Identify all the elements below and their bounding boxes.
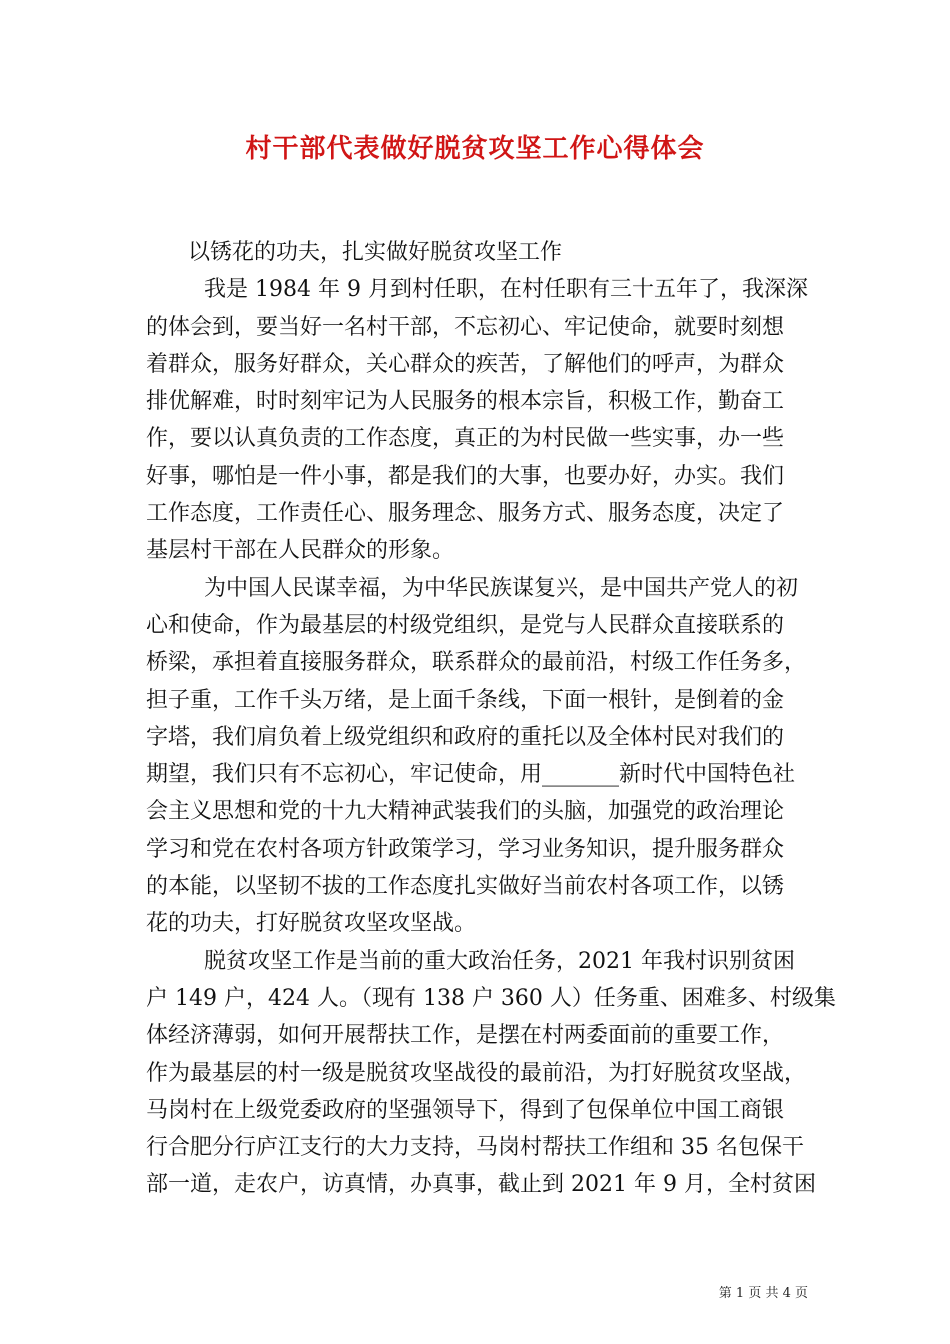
text-line: 的体会到，要当好一名村干部，不忘初心、牢记使命，就要时刻想: [146, 314, 785, 340]
text-line: 我是 1984 年 9 月到村任职，在村任职有三十五年了，我深深: [204, 277, 808, 303]
text-line: 桥梁，承担着直接服务群众，联系群众的最前沿，村级工作任务多，: [146, 650, 807, 676]
text-line: 花的功夫，打好脱贫攻坚攻坚战。: [146, 911, 477, 937]
document-title: 村干部代表做好脱贫攻坚工作心得体会: [245, 134, 705, 164]
text-line: 好事，哪怕是一件小事，都是我们的大事，也要办好，办实。我们: [146, 463, 785, 489]
text-line: 脱贫攻坚工作是当前的重大政治任务，2021 年我村识别贫困: [204, 948, 795, 974]
text-line: 的本能，以坚韧不拔的工作态度扎实做好当前农村各项工作，以锈: [146, 874, 785, 900]
text-line: 学习和党在农村各项方针政策学习，学习业务知识，提升服务群众: [146, 836, 785, 862]
text-line: 着群众，服务好群众，关心群众的疾苦，了解他们的呼声，为群众: [146, 351, 785, 377]
text-line: 作为最基层的村一级是脱贫攻坚战役的最前沿，为打好脱贫攻坚战，: [146, 1060, 807, 1086]
text-line: 行合肥分行庐江支行的大力支持，马岗村帮扶工作组和 35 名包保干: [146, 1135, 804, 1161]
text-line: 心和使命，作为最基层的村级党组织，是党与人民群众直接联系的: [146, 612, 785, 638]
text-line: 户 149 户，424 人。（现有 138 户 360 人）任务重、困难多、村级集: [146, 985, 836, 1011]
text-line: 工作态度，工作责任心、服务理念、服务方式、服务态度，决定了: [146, 501, 785, 527]
text-line: 作，要以认真负责的工作态度，真正的为村民做一些实事，办一些: [146, 426, 785, 452]
text-line: 体经济薄弱，如何开展帮扶工作，是摆在村两委面前的重要工作，: [146, 1023, 785, 1049]
text-line: 基层村干部在人民群众的形象。: [146, 538, 455, 564]
text-line: 会主义思想和党的十九大精神武装我们的头脑，加强党的政治理论: [146, 799, 785, 825]
text-line: 部一道，走农户，访真情，办真事，截止到 2021 年 9 月，全村贫困: [146, 1172, 816, 1198]
page-number: 第 1 页 共 4 页: [718, 1286, 808, 1301]
text-line: 排优解难，时时刻牢记为人民服务的根本宗旨，积极工作，勤奋工: [146, 389, 785, 415]
text-line: 为中国人民谋幸福，为中华民族谋复兴，是中国共产党人的初: [204, 575, 799, 601]
text-line: 马岗村在上级党委政府的坚强领导下，得到了包保单位中国工商银: [146, 1097, 785, 1123]
text-line: 期望，我们只有不忘初心，牢记使命，用_______新时代中国特色社: [146, 762, 796, 788]
document-body: [146, 234, 836, 1204]
document-subtitle: 以锈花的功夫，扎实做好脱贫攻坚工作: [188, 240, 563, 265]
text-line: 字塔，我们肩负着上级党组织和政府的重托以及全体村民对我们的: [146, 724, 785, 750]
text-line: 担子重，工作千头万绪，是上面千条线，下面一根针，是倒着的金: [146, 687, 785, 713]
